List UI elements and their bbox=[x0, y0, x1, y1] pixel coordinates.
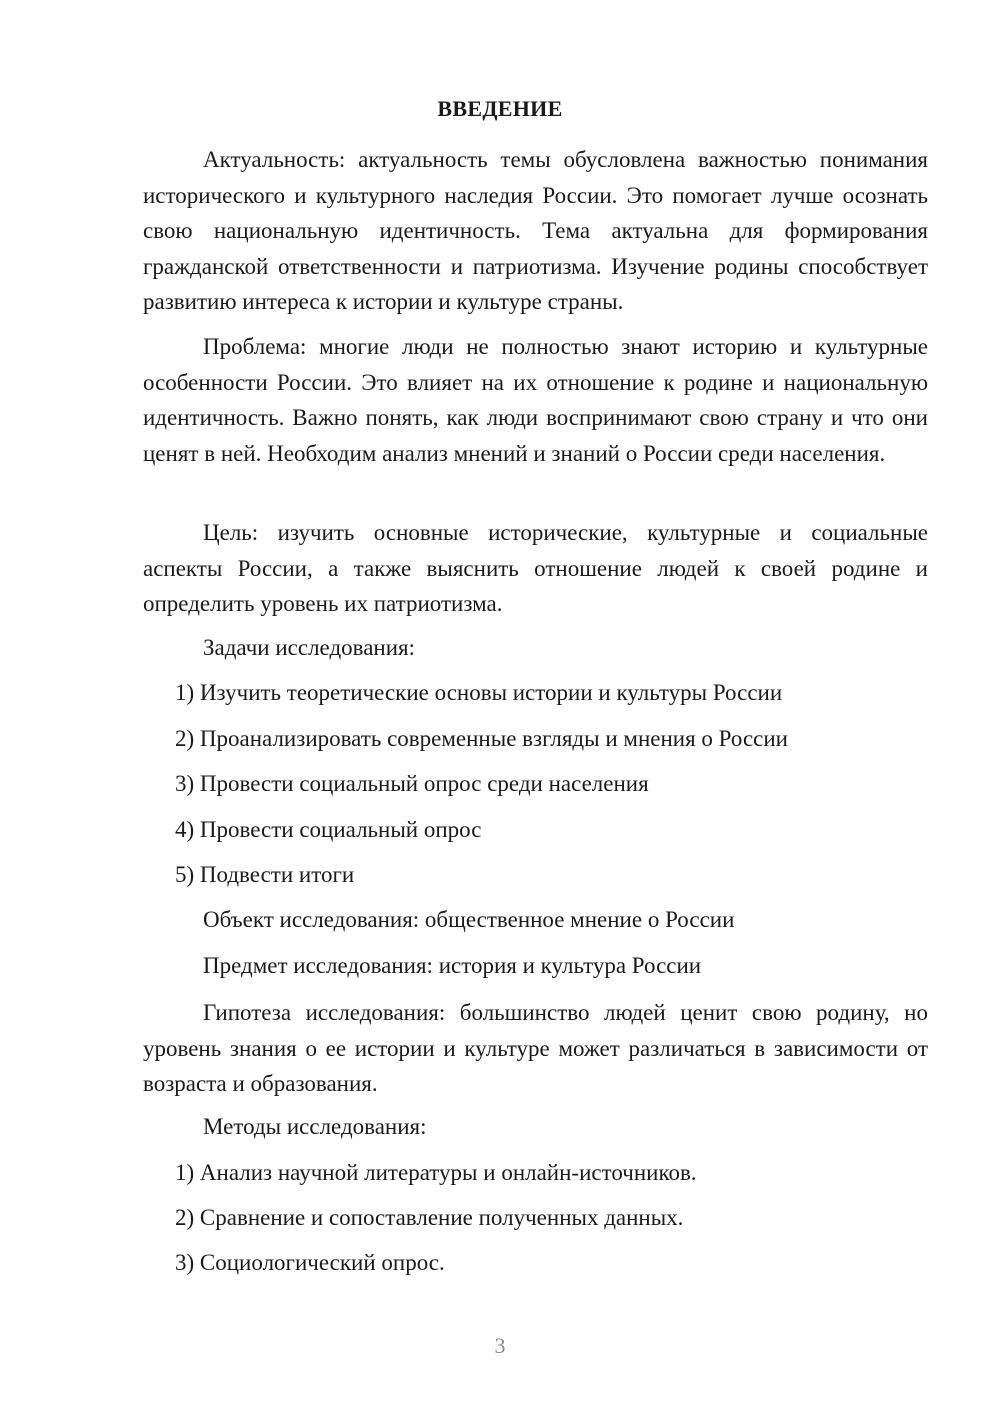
tasks-heading: Задачи исследования: bbox=[203, 635, 416, 660]
goal-paragraph: Цель: изучить основные исторические, культурные и социальные аспекты России, а также выяснить отношение людей к своей родине и определить уровень их патриотизма. bbox=[143, 520, 928, 616]
list-item: 3) Провести социальный опрос среди населения bbox=[175, 771, 649, 796]
list-item: 2) Проанализировать современные взгляды и мнения о России bbox=[175, 726, 788, 751]
page-title: ВВЕДЕНИЕ bbox=[437, 96, 563, 121]
relevance-paragraph: Актуальность: актуальность темы обусловлена важностью понимания исторического и культурного наследия России. Это помогает лучше осознать свою национальную идентичность. Тема актуальна для формирования гражданской ответственности и патриотизма. Изучение родины способствует развитию интереса к истории и культуре страны. bbox=[143, 147, 928, 314]
list-item: 5) Подвести итоги bbox=[175, 862, 355, 887]
list-item: 1) Изучить теоретические основы истории и культуры России bbox=[175, 680, 783, 705]
problem-paragraph: Проблема: многие люди не полностью знают историю и культурные особенности России. Это влияет на их отношение к родине и национальную идентичность. Важно понять, как люди воспринимают свою страну и что они ценят в ней. Необходим анализ мнений и знаний о России среди населения. bbox=[143, 334, 928, 466]
list-item: 2) Сравнение и сопоставление полученных данных. bbox=[175, 1205, 684, 1230]
hypothesis-paragraph: Гипотеза исследования: большинство людей ценит свою родину, но уровень знания о ее истории и культуре может различаться в зависимости от возраста и образования. bbox=[143, 1000, 928, 1096]
subject-line: Предмет исследования: история и культура России bbox=[203, 953, 702, 978]
page-number: 3 bbox=[494, 1333, 506, 1358]
list-item: 4) Провести социальный опрос bbox=[175, 817, 482, 842]
list-item: 1) Анализ научной литературы и онлайн-источников. bbox=[175, 1160, 697, 1185]
object-line: Объект исследования: общественное мнение о России bbox=[203, 907, 735, 932]
list-item: 3) Социологический опрос. bbox=[175, 1250, 445, 1275]
methods-heading: Методы исследования: bbox=[203, 1114, 427, 1139]
